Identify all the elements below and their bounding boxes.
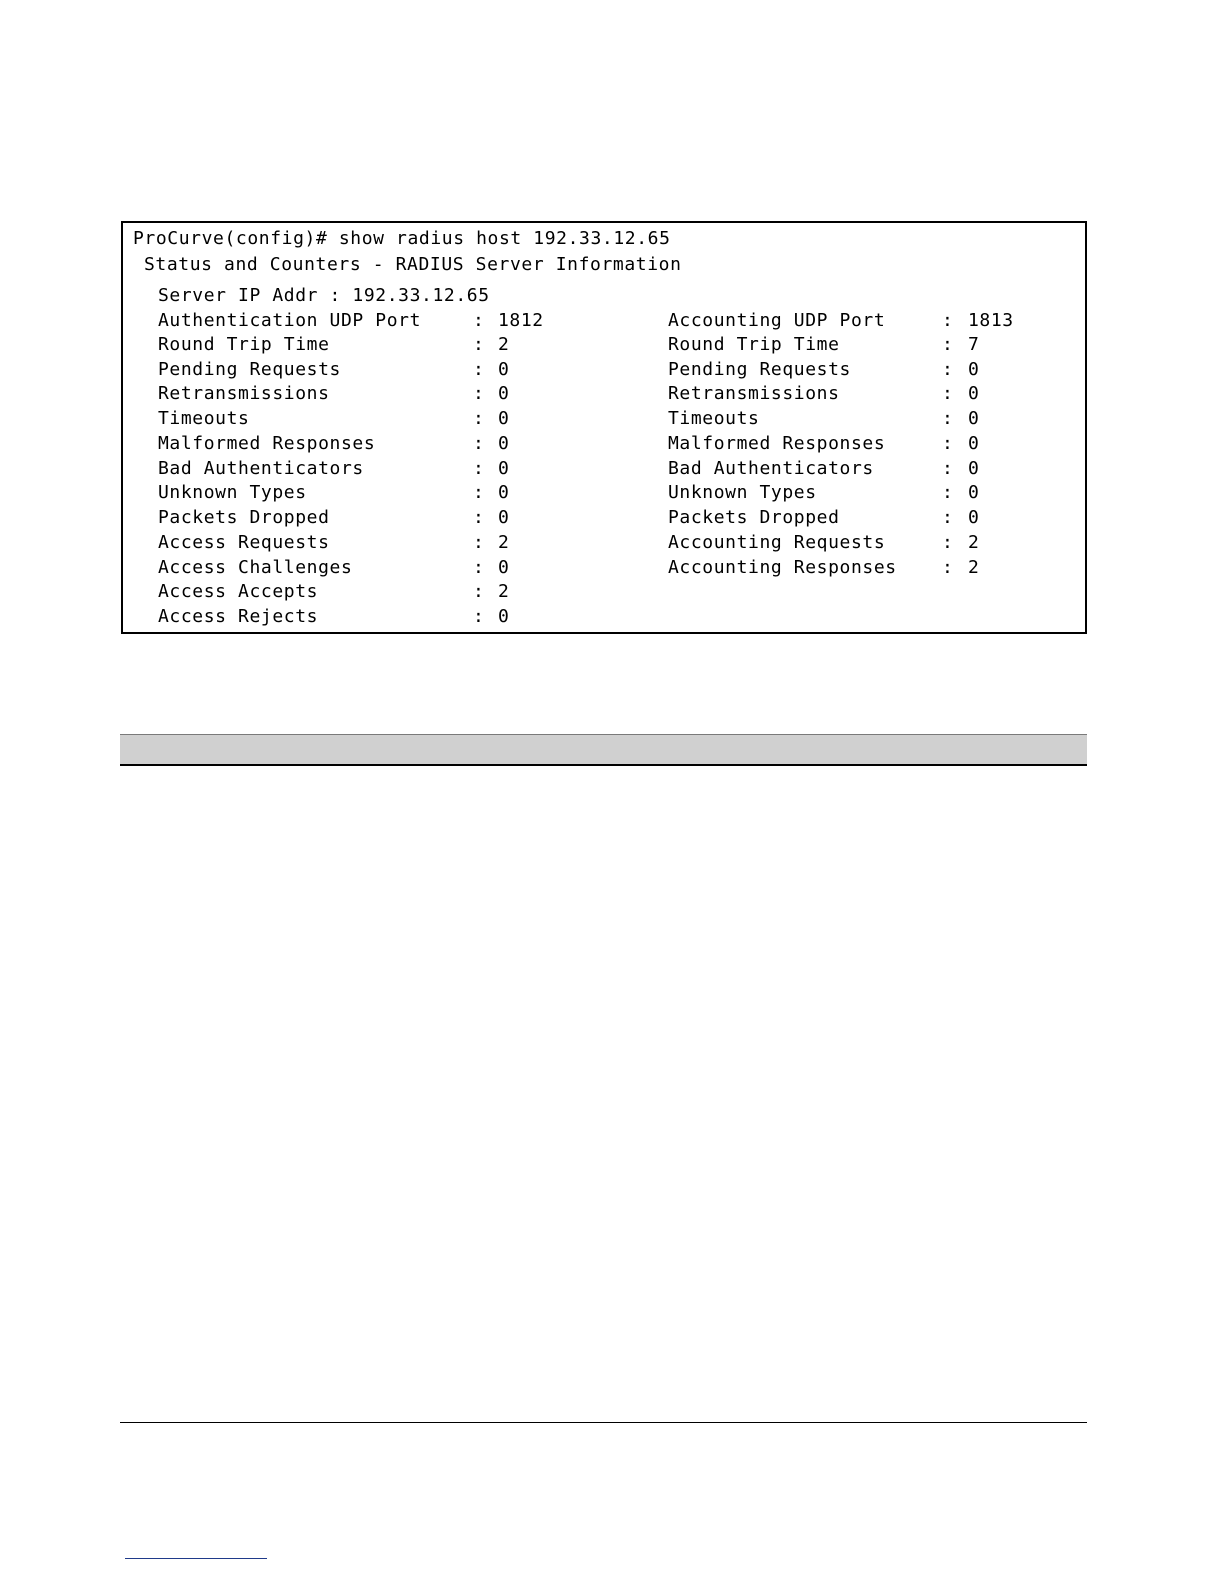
footer-rule (120, 1422, 1087, 1423)
counter-label: Retransmissions (158, 383, 330, 404)
counter-value: 0 (498, 383, 510, 404)
cli-output-box (121, 221, 1087, 634)
counter-value: 2 (498, 334, 510, 355)
counter-separator: : (942, 433, 954, 454)
counter-label: Unknown Types (158, 482, 307, 503)
counter-value: 0 (968, 408, 980, 429)
counter-value: 2 (968, 532, 980, 553)
counter-value: 0 (498, 557, 510, 578)
counter-value: 0 (968, 458, 980, 479)
counter-separator: : (473, 310, 485, 331)
counter-separator: : (942, 334, 954, 355)
counter-separator: : (942, 310, 954, 331)
counter-separator: : (942, 507, 954, 528)
counter-separator: : (473, 383, 485, 404)
counter-separator: : (473, 433, 485, 454)
counter-value: 0 (968, 433, 980, 454)
counter-separator: : (473, 482, 485, 503)
counter-separator: : (942, 482, 954, 503)
counter-value: 2 (968, 557, 980, 578)
counter-label: Packets Dropped (668, 507, 840, 528)
counter-separator: : (942, 458, 954, 479)
counter-label: Access Requests (158, 532, 330, 553)
counter-label: Accounting UDP Port (668, 310, 886, 331)
counter-label: Packets Dropped (158, 507, 330, 528)
counter-label: Bad Authenticators (668, 458, 874, 479)
counter-label: Access Accepts (158, 581, 319, 602)
counter-label: Round Trip Time (668, 334, 840, 355)
counter-label: Malformed Responses (158, 433, 376, 454)
server-ip-line: Server IP Addr : 192.33.12.65 (158, 285, 490, 306)
counter-separator: : (473, 532, 485, 553)
counter-value: 1812 (498, 310, 544, 331)
counter-separator: : (473, 507, 485, 528)
counter-separator: : (473, 359, 485, 380)
counter-value: 0 (968, 507, 980, 528)
counter-separator: : (473, 334, 485, 355)
counter-value: 0 (498, 433, 510, 454)
counter-label: Authentication UDP Port (158, 310, 422, 331)
counter-separator: : (473, 458, 485, 479)
counter-label: Unknown Types (668, 482, 817, 503)
counter-value: 0 (498, 458, 510, 479)
counter-value: 0 (968, 359, 980, 380)
counter-label: Malformed Responses (668, 433, 886, 454)
counter-separator: : (473, 606, 485, 627)
counter-value: 0 (498, 507, 510, 528)
counter-separator: : (942, 408, 954, 429)
table-header-bar (120, 734, 1087, 766)
link-underline[interactable] (125, 1558, 267, 1559)
cli-command: ProCurve(config)# show radius host 192.33.12.65 (133, 228, 671, 249)
counter-label: Access Rejects (158, 606, 319, 627)
counter-value: 0 (498, 482, 510, 503)
counter-value: 0 (498, 606, 510, 627)
counter-label: Timeouts (668, 408, 760, 429)
counter-value: 0 (498, 359, 510, 380)
counter-label: Retransmissions (668, 383, 840, 404)
counter-label: Pending Requests (668, 359, 851, 380)
counter-value: 7 (968, 334, 980, 355)
counter-separator: : (473, 581, 485, 602)
counter-value: 0 (498, 408, 510, 429)
counter-value: 0 (968, 482, 980, 503)
counter-value: 2 (498, 532, 510, 553)
counter-separator: : (942, 359, 954, 380)
counter-label: Bad Authenticators (158, 458, 364, 479)
counter-separator: : (473, 408, 485, 429)
counter-label: Access Challenges (158, 557, 353, 578)
counter-separator: : (942, 532, 954, 553)
counter-label: Accounting Requests (668, 532, 886, 553)
counter-value: 2 (498, 581, 510, 602)
counter-label: Accounting Responses (668, 557, 897, 578)
counter-separator: : (942, 557, 954, 578)
counter-label: Round Trip Time (158, 334, 330, 355)
counter-label: Timeouts (158, 408, 250, 429)
counter-separator: : (942, 383, 954, 404)
counter-label: Pending Requests (158, 359, 341, 380)
cli-heading: Status and Counters - RADIUS Server Information (144, 254, 682, 275)
counter-separator: : (473, 557, 485, 578)
counter-value: 0 (968, 383, 980, 404)
counter-value: 1813 (968, 310, 1014, 331)
